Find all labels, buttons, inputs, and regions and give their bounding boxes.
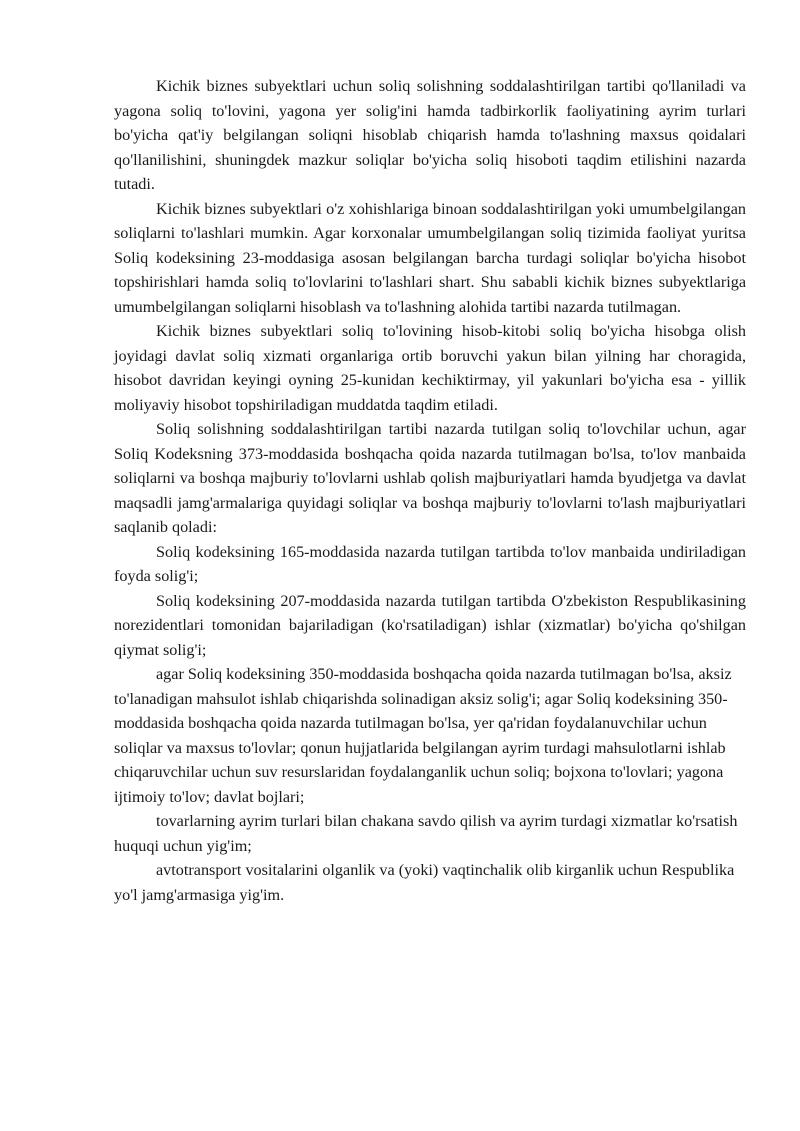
paragraph-9: avtotransport vositalarini olganlik va (yoki) vaqtinchalik olib kirganlik uchun Respublika yo'l jamg'armasiga yig'im. bbox=[114, 861, 735, 904]
paragraph-5: Soliq kodeksining 165-moddasida nazarda tutilgan tartibda to'lov manbaida undiriladigan foyda solig'i; bbox=[114, 542, 746, 585]
paragraph-8: tovarlarning ayrim turlari bilan chakana savdo qilish va ayrim turdagi xizmatlar ko'rsatish huquqi uchun yig'im; bbox=[114, 812, 738, 855]
paragraph-6: Soliq kodeksining 207-moddasida nazarda tutilgan tartibda O'zbekiston Respublikasining norezidentlari tomonidan bajariladigan (ko'rsatiladigan) ishlar (xizmatlar) bo'yicha qo'shilgan qiymat solig'i; bbox=[114, 591, 746, 659]
document-body bbox=[114, 74, 746, 907]
paragraph-1: Kichik biznes subyektlari uchun soliq solishning soddalashtirilgan tartibi qo'llaniladi va yagona soliq to'lovini, yagona yer solig'ini hamda tadbirkorlik faoliyatining ayrim turlari bo'yicha qat'iy belgilangan soliqni hisoblab chiqarish hamda to'lashning maxsus qoidalari qo'llanilishini, shuningdek mazkur soliqlar bo'yicha soliq hisoboti taqdim etilishini nazarda tutadi. bbox=[114, 77, 746, 193]
paragraph-4: Soliq solishning soddalashtirilgan tartibi nazarda tutilgan soliq to'lovchilar uchun, agar Soliq Kodeksning 373-moddasida boshqacha qoida nazarda tutilmagan bo'lsa, to'lov manbaida soliqlarni va boshqa majburiy to'lovlarni ushlab qolish majburiyatlari hamda byudjetga va davlat maqsadli jamg'armalariga quyidagi soliqlar va boshqa majburiy to'lovlarni to'lash majburiyatlari saqlanib qoladi: bbox=[114, 420, 746, 536]
paragraph-3: Kichik biznes subyektlari soliq to'lovining hisob-kitobi soliq bo'yicha hisobga olish joyidagi davlat soliq xizmati organlariga ortib boruvchi yakun bilan yilning har choragida, hisobot davridan keyingi oyning 25-kunidan kechiktirmay, yil yakunlari bo'yicha esa - yillik moliyaviy hisobot topshiriladigan muddatda taqdim etiladi. bbox=[114, 322, 746, 414]
paragraph-7: agar Soliq kodeksining 350-moddasida boshqacha qoida nazarda tutilmagan bo'lsa, aksiz to'lanadigan mahsulot ishlab chiqarishda solinadigan aksiz solig'i; agar Soliq kodeksining 350-moddasida boshqacha qoida nazarda tutilmagan bo'lsa, yer qa'ridan foydalanuvchilar uchun soliqlar va maxsus to'lovlar; qonun hujjatlarida belgilangan ayrim turdagi mahsulotlarni ishlab chiqaruvchilar uchun suv resurslaridan foydalanganlik uchun soliq; bojxona to'lovlari; yagona ijtimoiy to'lov; davlat bojlari; bbox=[114, 665, 732, 806]
paragraph-2: Kichik biznes subyektlari o'z xohishlariga binoan soddalashtirilgan yoki umumbelgilangan soliqlarni to'lashlari mumkin. Agar korxonalar umumbelgilangan soliq tizimida faoliyat yuritsa Soliq kodeksining 23-moddasiga asosan belgilangan barcha turdagi soliqlar bo'yicha hisobot topshirishlari hamda soliq to'lovlarini to'lashlari shart. Shu sababli kichik biznes subyektlariga umumbelgilangan soliqlarni hisoblash va to'lashning alohida tartibi nazarda tutilmagan. bbox=[114, 199, 746, 316]
